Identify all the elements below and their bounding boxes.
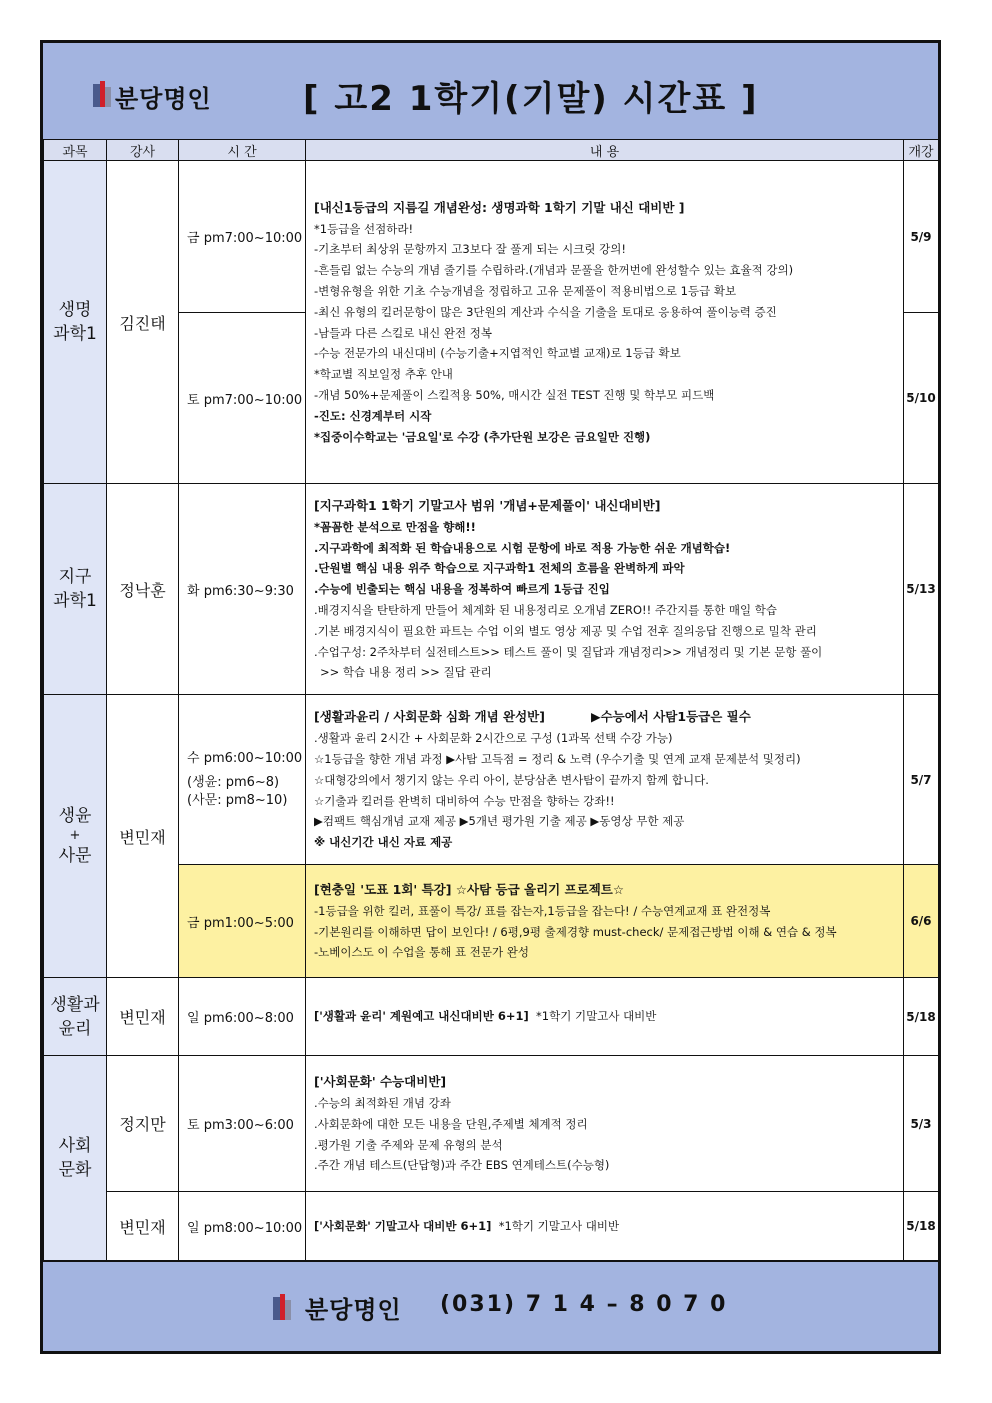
table-row — [44, 484, 939, 695]
class-description: [내신1등급의 지름길 개념완성: 생명과학 1학기 기말 내신 대비반 ] *1등급을 선점하라! -기초부터 최상위 문항까지 고3보다 잘 풀게 되는 시크릿 강의! -흔들림 없는 수능의 개념 줄기를 수립하라.(개념과 문풀을 한꺼번에 완성할수 있는 효율적 강의) -변형유형을 위한 기초 수능개념을 정립하고 고유 문제풀이 적용비법으로 1등급 확보 -최신 유형의 킬러문항이 많은 3단원의 계산과 수식을 기출을 토대로 응용하여 풀이능력 증진 -남들과 다른 스킬로 내신 완전 정복 -수능 전문가의 내신대비 (수능기출+지엽적인 학교별 교재)로 1등급 확보 *학교별 직보일정 추후 안내 -개념 50%+문제풀이 스킬적용 50%, 매시간 실전 TEST 진행 및 학부모 피드백 -진도: 신경계부터 시작 *집중이수학교는 '금요일'로 수강 (추가단원 보강은 금요일만 진행) — [306, 161, 904, 484]
footer-band — [43, 1260, 938, 1351]
teacher-name: 변민재 — [107, 695, 179, 978]
class-description: ['사회문화' 기말고사 대비반 6+1] *1학기 기말고사 대비반 — [306, 1192, 904, 1261]
col-start: 개강 — [904, 140, 939, 161]
start-date: 5/10 — [904, 313, 939, 484]
col-subject: 과목 — [44, 140, 107, 161]
teacher-name: 김진태 — [107, 161, 179, 484]
logo-icon — [273, 1294, 291, 1320]
schedule-table — [43, 139, 939, 1261]
class-time: 일 pm6:00~8:00 — [179, 978, 306, 1056]
start-date: 5/3 — [904, 1056, 939, 1192]
teacher-name: 정지만 — [107, 1056, 179, 1192]
subject-social: 사회 문화 — [44, 1056, 107, 1261]
class-time: 토 pm7:00~10:00 — [179, 313, 306, 484]
table-row — [44, 1192, 939, 1261]
table-row-highlight — [44, 865, 939, 978]
col-time: 시 간 — [179, 140, 306, 161]
table-row — [44, 978, 939, 1056]
table-row — [44, 1056, 939, 1192]
start-date: 5/18 — [904, 978, 939, 1056]
table-row — [44, 161, 939, 313]
class-time: 수 pm6:00~10:00 (생윤: pm6~8) (사문: pm8~10) — [179, 695, 306, 865]
class-description: ['사회문화' 수능대비반] .수능의 최적화된 개념 강좌 .사회문화에 대한 모든 내용을 단원,주제별 체계적 정리 .평가원 기출 주제와 문제 유형의 분석 .주간 개념 테스트(단답형)과 주간 EBS 연계테스트(수능형) — [306, 1056, 904, 1192]
teacher-name: 변민재 — [107, 1192, 179, 1261]
subject-earth: 지구 과학1 — [44, 484, 107, 695]
class-time: 일 pm8:00~10:00 — [179, 1192, 306, 1261]
page-title: [ 고2 1학기(기말) 시간표 ] — [303, 79, 759, 119]
class-description: [현충일 '도표 1회' 특강] ☆사탐 등급 올리기 프로젝트☆ -1등급을 위한 킬러, 표풀이 특강/ 표를 잡는자,1등급을 잡는다! / 수능연계교재 표 완전정복 -기본원리를 이해하면 답이 보인다! / 6평,9평 출제경향 must-check/ 문제접근방법 이해 & 연습 & 정복 -노베이스도 이 수업을 통해 표 전문가 완성 — [306, 865, 904, 978]
column-header-row — [44, 140, 939, 161]
class-time: 토 pm3:00~6:00 — [179, 1056, 306, 1192]
subject-ethics: 생활과 윤리 — [44, 978, 107, 1056]
subject-bio: 생명 과학1 — [44, 161, 107, 484]
teacher-name: 변민재 — [107, 978, 179, 1056]
start-date: 5/18 — [904, 1192, 939, 1261]
class-description: [생활과윤리 / 사회문화 심화 개념 완성반] ▶수능에서 사탐1등급은 필수 .생활과 윤리 2시간 + 사회문화 2시간으로 구성 (1과목 선택 수강 가능) ☆1등급을 향한 개념 과정 ▶사탐 고득점 = 정리 & 노력 (우수기출 및 연계 교재 문제분석 및정리) ☆대형강의에서 챙기지 않는 우리 아이, 분당삼촌 변사탐이 끝까지 함께 합니다. ☆기출과 킬러를 완벽히 대비하여 수능 만점을 향하는 강좌!! ▶컴팩트 핵심개념 교재 제공 ▶5개년 평가원 기출 제공 ▶동영상 무한 제공 ※ 내신기간 내신 자료 제공 — [306, 695, 904, 865]
start-date: 5/13 — [904, 484, 939, 695]
class-time: 금 pm1:00~5:00 — [179, 865, 306, 978]
table-row — [44, 695, 939, 865]
brand-name: 분당명인 — [115, 85, 212, 113]
class-time: 화 pm6:30~9:30 — [179, 484, 306, 695]
start-date: 6/6 — [904, 865, 939, 978]
logo-icon — [93, 81, 111, 107]
start-date: 5/9 — [904, 161, 939, 313]
class-description: [지구과학1 1학기 기말고사 범위 '개념+문제풀이' 내신대비반] *꼼꼼한 분석으로 만점을 향해!! .지구과학에 최적화 된 학습내용으로 시험 문항에 바로 적용 가능한 쉬운 개념학습! .단원별 핵심 내용 위주 학습으로 지구과학1 전체의 흐름을 완벽하게 파악 .수능에 빈출되는 핵심 내용을 정복하여 빠르게 1등급 진입 .배경지식을 탄탄하게 만들어 체계화 된 내용정리로 오개념 ZERO!! 주간지를 통한 매일 학습 .기본 배경지식이 필요한 파트는 수업 이외 별도 영상 제공 및 수업 전후 질의응답 진행으로 밀착 관리 .수업구성: 2주차부터 실전테스트>> 테스트 풀이 및 질답과 개념정리>> 개념정리 및 기본 문항 풀이 >> 학습 내용 정리 >> 질답 관리 — [306, 484, 904, 695]
timetable-sheet — [40, 40, 941, 1354]
start-date: 5/7 — [904, 695, 939, 865]
col-teacher: 강사 — [107, 140, 179, 161]
phone-number: (031) 7 1 4 – 8 0 7 0 — [440, 1292, 728, 1317]
teacher-name: 정낙훈 — [107, 484, 179, 695]
subject-ethics-social: 생윤 + 사문 — [44, 695, 107, 978]
class-time: 금 pm7:00~10:00 — [179, 161, 306, 313]
class-description: ['생활과 윤리' 계원예고 내신대비반 6+1] *1학기 기말고사 대비반 — [306, 978, 904, 1056]
col-content: 내 용 — [306, 140, 904, 161]
footer-brand: 분당명인 — [305, 1296, 402, 1324]
header-band — [43, 43, 938, 141]
